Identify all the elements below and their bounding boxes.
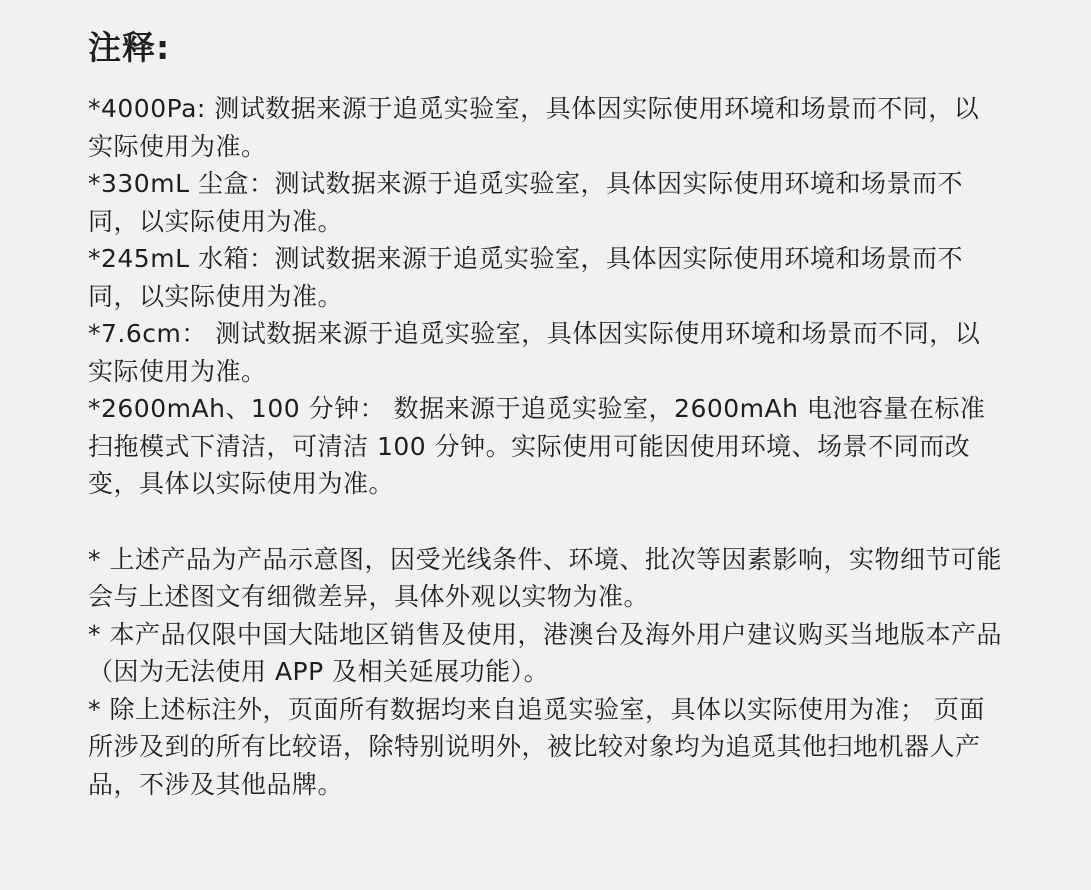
note-region: * 本产品仅限中国大陆地区销售及使用，港澳台及海外用户建议购买当地版本产品（因为无法使用 APP 及相关延展功能）。 [88,619,1002,686]
notes-group-specs [88,90,1031,503]
note-product-image: * 上述产品为产品示意图，因受光线条件、环境、批次等因素影响，实物细节可能会与上述图文有细微差异，具体外观以实物为准。 [88,544,1002,611]
note-water-tank: *245mL 水箱：测试数据来源于追觅实验室，具体因实际使用环境和场景而不同，以实际使用为准。 [88,244,963,311]
note-data-source: * 除上述标注外，页面所有数据均来自追觅实验室，具体以实际使用为准； 页面所涉及到的所有比较语，除特别说明外，被比较对象均为追觅其他扫地机器人产品，不涉及其他品牌。 [88,694,985,799]
note-height: *7.6cm： 测试数据来源于追觅实验室，具体因实际使用环境和场景而不同，以实际使用为准。 [88,319,981,386]
note-battery: *2600mAh、100 分钟： 数据来源于追觅实验室，2600mAh 电池容量在标准扫拖模式下清洁，可清洁 100 分钟。实际使用可能因使用环境、场景不同而改变，具体以实际使用为准。 [88,394,986,498]
page-title: 注释: [88,28,171,67]
notes-group-general [88,541,1031,804]
section-gap [88,503,1031,541]
note-dustbin: *330mL 尘盒：测试数据来源于追觅实验室，具体因实际使用环境和场景而不同，以实际使用为准。 [88,169,963,236]
note-suction: *4000Pa: 测试数据来源于追觅实验室，具体因实际使用环境和场景而不同，以实际使用为准。 [88,94,980,161]
